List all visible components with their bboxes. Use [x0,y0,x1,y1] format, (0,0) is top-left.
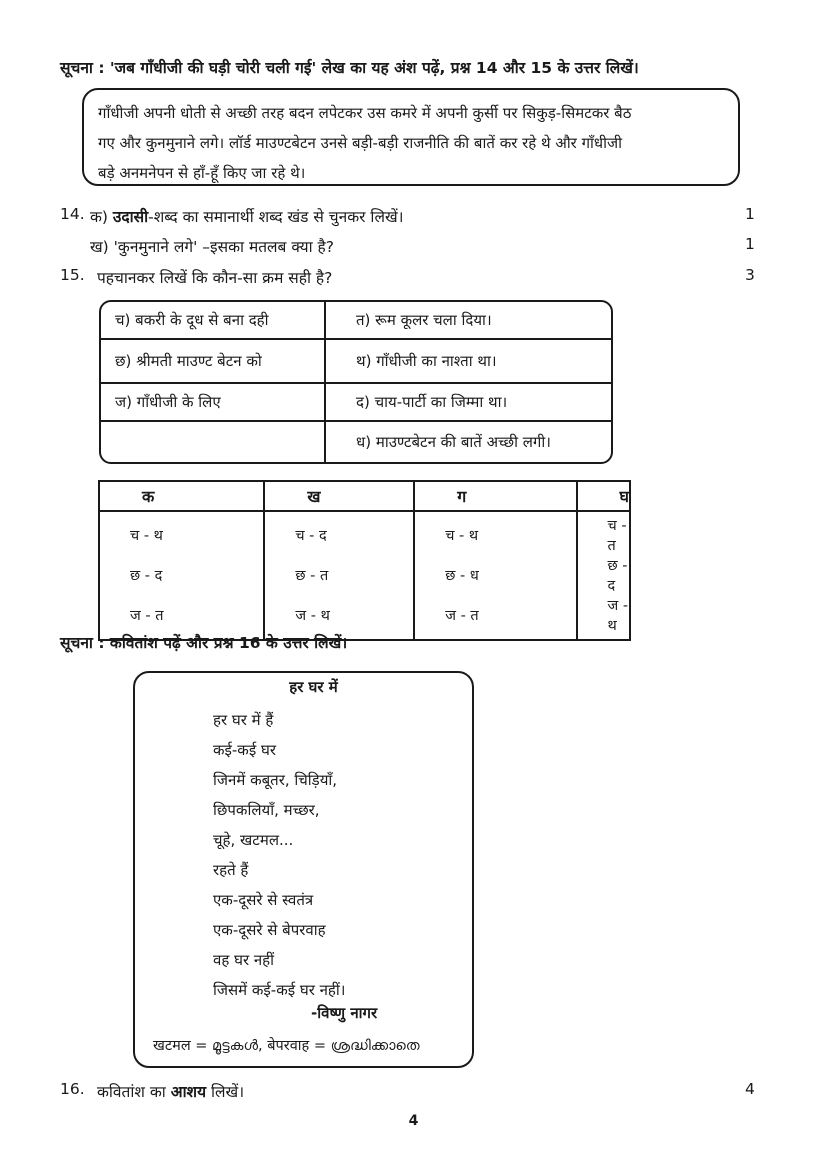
passage-line: गाँधीजी अपनी धोती से अच्छी तरह बदन लपेटकर उस कमरे में अपनी कुर्सी पर सिकुड़-सिमटकर बैठ [98,104,632,122]
table-cell: ज - त [99,595,264,640]
poem-line: एक-दूसरे से स्वतंत्र [213,891,314,909]
question-14a-rest: -शब्द का समानार्थी शब्द खंड से चुनकर लिखें। [148,208,404,226]
poem-line: कई-कई घर [213,741,276,759]
table-cell: ज - थ [264,595,414,640]
table-row [99,555,630,595]
table-row [99,511,630,555]
table-cell: छ - द [99,555,264,595]
page-number: 4 [408,1113,419,1129]
poem-line: चूहे, खटमल... [213,831,294,849]
question-14a-keyword: उदासी [112,208,149,226]
option-left-2: छ) श्रीमती माउण्ट बेटन को [101,340,326,384]
column-header-ka: क [99,481,264,511]
question-15-text: पहचानकर लिखें कि कौन-सा क्रम सही है? [97,269,333,287]
notice-instruction-1: सूचना : 'जब गाँधीजी की घड़ी चोरी चली गई' लेख का यह अंश पढ़ें, प्रश्न 14 और 15 के उत्तर लिखें। [60,59,639,77]
question-14a-mark: 1 [745,205,755,223]
answer-choices-table [98,480,631,641]
option-right-2: थ) गाँधीजी का नाश्ता था। [326,340,611,384]
poem-line: छिपकलियाँ, मच्छर, [213,801,320,819]
option-left-1: च) बकरी के दूध से बना दही [101,302,326,340]
table-cell: ज - त [414,595,576,640]
poem-line: हर घर में हैं [213,711,274,729]
poem-lines [213,705,345,1005]
question-14b-text: ख) 'कुनमुनाने लगे' –इसका मतलब क्या है? [90,238,335,256]
passage-box [82,88,740,186]
poem-line: जिनमें कबूतर, चिड़ियाँ, [213,771,338,789]
column-header-gha: घ [577,481,630,511]
option-left-4 [101,422,326,462]
question-14-number: 14. [60,205,85,223]
table-cell: च - थ [99,511,264,555]
poem-box [133,671,474,1068]
table-cell: च - थ [414,511,576,555]
table-cell: च - द [264,511,414,555]
table-cell: छ - द [577,555,630,595]
question-16-prefix: कवितांश का [97,1083,171,1101]
option-right-4: ध) माउण्टबेटन की बातें अच्छी लगी। [356,433,551,451]
notice-instruction-2: सूचना : कवितांश पढ़ें और प्रश्न 16 के उत्तर लिखें। [60,634,348,652]
poem-author: -विष्णु नागर [311,1004,378,1022]
poem-title: हर घर में [289,678,338,696]
column-header-kha: ख [264,481,414,511]
question-15-number: 15. [60,266,85,284]
poem-glossary: खटमल = മൂട്ടകൾ, बेपरवाह = ശ്രദ്ധിക്കാതെ [153,1038,420,1054]
table-cell: ज - थ [577,595,630,640]
question-14a-prefix: क) [90,208,113,226]
option-right-1: त) रूम कूलर चला दिया। [326,302,611,340]
option-left-3: ज) गाँधीजी के लिए [101,384,326,422]
poem-line: जिसमें कई-कई घर नहीं। [213,981,346,999]
question-16-keyword: आशय [170,1083,207,1101]
column-header-ga: ग [414,481,576,511]
table-cell: च - त [577,511,630,555]
table-header-row [99,481,630,511]
question-16-suffix: लिखें। [206,1083,245,1101]
question-14a-text [90,205,404,227]
poem-line: वह घर नहीं [213,951,275,969]
options-matching-box [99,300,613,464]
question-16-text [97,1080,244,1102]
question-15-mark: 3 [745,266,755,284]
option-right-3: द) चाय-पार्टी का जिम्मा था। [326,384,611,422]
question-14b-mark: 1 [745,235,755,253]
passage-line: गए और कुनमुनाने लगे। लॉर्ड माउण्टबेटन उनसे बड़ी-बड़ी राजनीति की बातें कर रहे थे और गाँधीजी [98,134,623,152]
poem-line: रहते हैं [213,861,249,879]
poem-line: एक-दूसरे से बेपरवाह [213,921,326,939]
table-cell: छ - ध [414,555,576,595]
table-cell: छ - त [264,555,414,595]
question-16-mark: 4 [745,1080,755,1098]
passage-line: बड़े अनमनेपन से हाँ-हूँ किए जा रहे थे। [98,164,306,182]
question-16-number: 16. [60,1080,85,1098]
